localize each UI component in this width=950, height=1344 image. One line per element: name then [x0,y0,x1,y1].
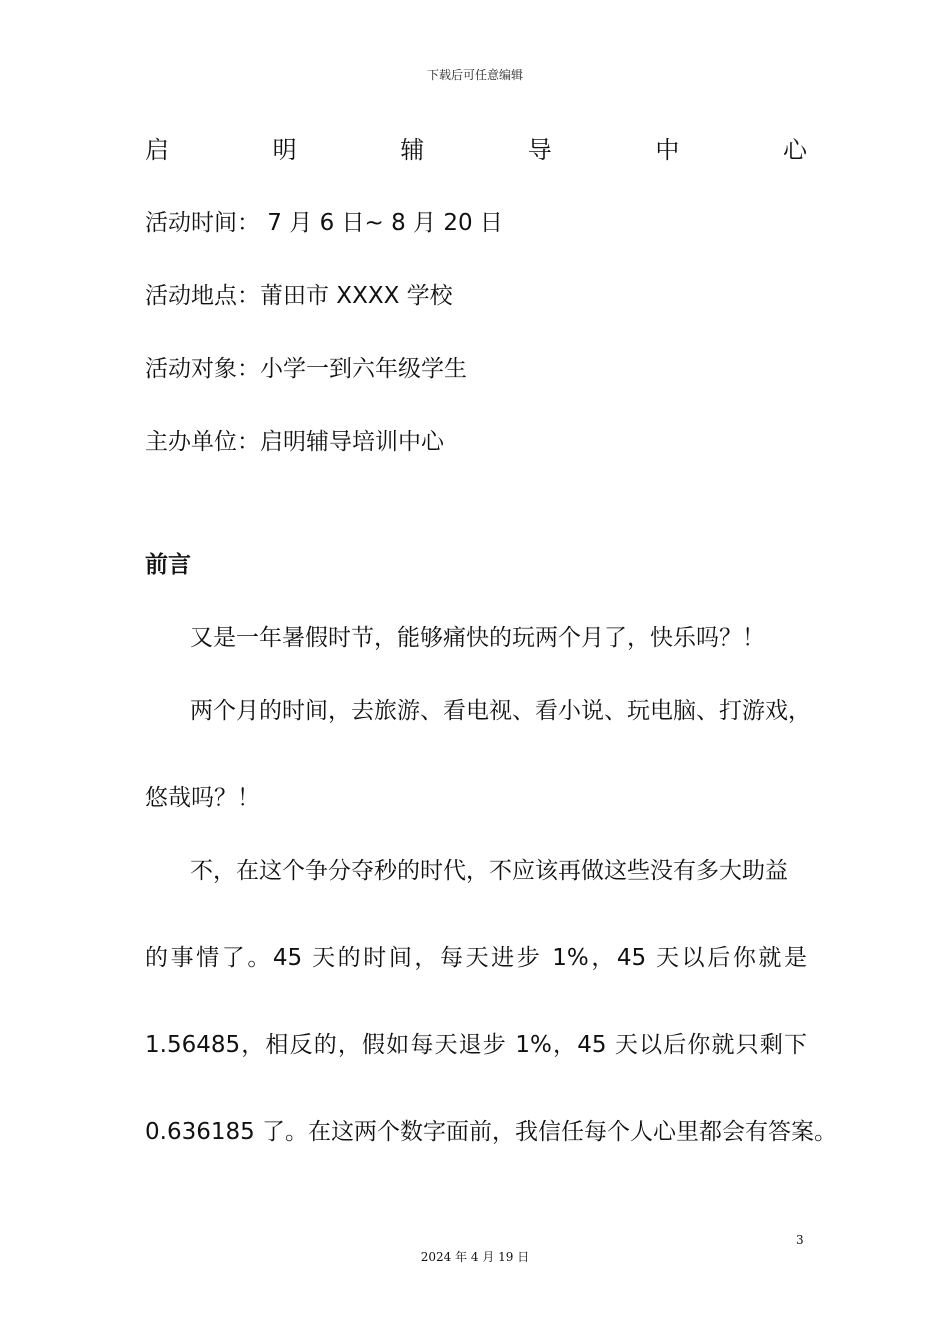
activity-time: 活动时间： 7 月 6 日~ 8 月 20 日 [145,210,503,236]
title-char: 中 [655,136,680,164]
paragraph-3-line: 0.636185 了。在这两个数字面前，我信任每个人心里都会有答案。 [145,1119,838,1145]
paragraph-3-line: 不，在这个争分夺秒的时代，不应该再做这些没有多大助益 [190,858,788,884]
title-char: 明 [272,136,297,164]
activity-target: 活动对象：小学一到六年级学生 [145,356,467,382]
page-header: 下载后可任意编辑 [426,68,523,82]
paragraph-2-line: 两个月的时间，去旅游、看电视、看小说、玩电脑、打游戏， [190,698,811,724]
footer-date: 2024 年 4 月 19 日 [420,1250,530,1264]
title-char: 心 [782,136,807,164]
activity-place: 活动地点：莆田市 XXXX 学校 [145,283,453,309]
title-char: 辅 [400,136,425,164]
title-char: 导 [527,136,552,164]
section-heading: 前言 [145,552,191,578]
paragraph-3-line: 1.56485，相反的，假如每天退步 1%，45 天以后你就只剩下 [145,1032,807,1058]
activity-organizer: 主办单位：启明辅导培训中心 [145,429,444,455]
paragraph-3-line: 的事情了。45 天的时间，每天进步 1%，45 天以后你就是 [145,945,807,971]
title [145,134,807,166]
paragraph-1: 又是一年暑假时节，能够痛快的玩两个月了，快乐吗？！ [190,625,765,651]
title-char: 启 [145,136,169,164]
paragraph-2-line: 悠哉吗？！ [145,785,260,811]
page-number: 3 [796,1233,804,1247]
